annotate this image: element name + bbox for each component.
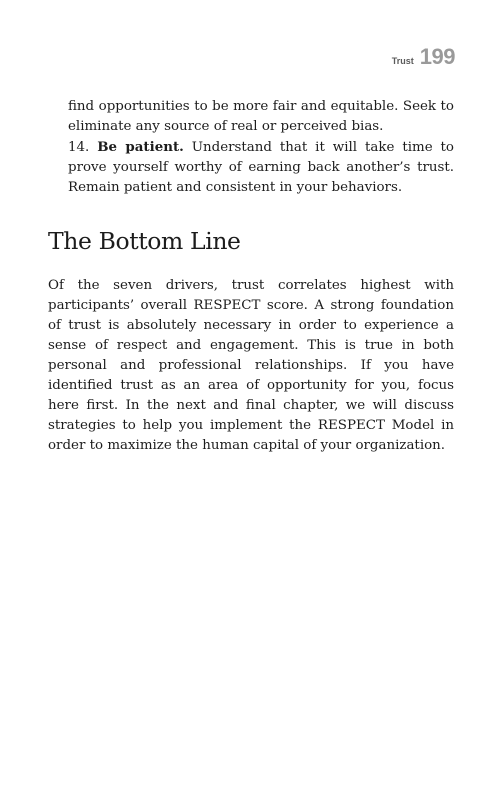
tips-list bbox=[68, 97, 454, 198]
list-item-number: 14. bbox=[68, 140, 90, 155]
list-item-continuation: find opportunities to be more fair and equitable. Seek to eliminate any source of real or perceived bias. bbox=[68, 99, 454, 134]
list-item-text: Understand that it will take time to prove yourself worthy of earning back another’s trust. Remain patient and consistent in your behaviors. bbox=[68, 140, 454, 195]
section-body-paragraph: Of the seven drivers, trust correlates highest with participants’ overall RESPECT score. A strong foundation of trust is absolutely necessary in order to experience a sense of respect and engagement. This is true in both personal and professional relationships. If you have identified trust as an area of opportunity for you, focus here first. In the next and final chapter, we will discuss strategies to help you implement the RESPECT Model in order to maximize the human capital of your organization. bbox=[48, 278, 454, 453]
running-header bbox=[392, 44, 455, 70]
running-head-title: Trust bbox=[391, 56, 414, 66]
list-item-heading: Be patient. bbox=[97, 139, 184, 155]
page-number: 199 bbox=[419, 44, 455, 69]
section-heading: The Bottom Line bbox=[48, 227, 241, 255]
list-item-14 bbox=[68, 137, 454, 198]
